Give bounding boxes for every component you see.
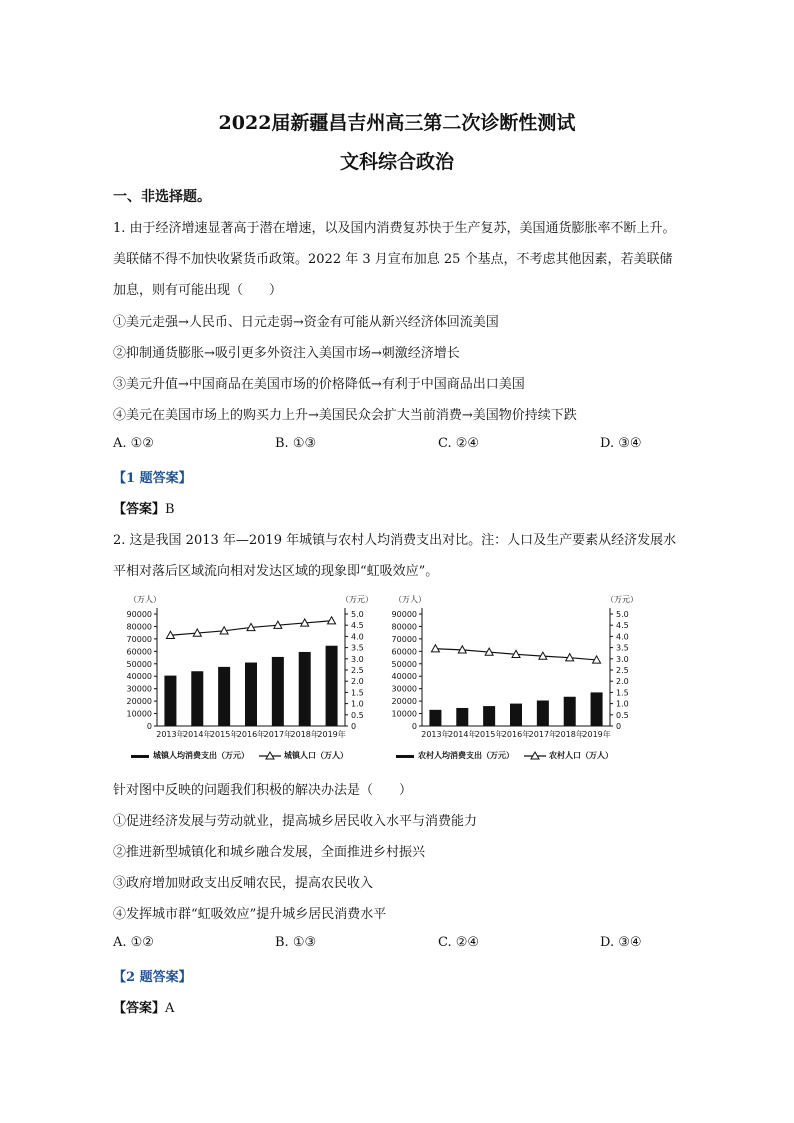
- right-tick-label: 3.0: [616, 654, 629, 664]
- q1-answer-tag-text: 【1 题答案】: [113, 471, 192, 486]
- urban-chart-svg: [113, 592, 398, 770]
- q1-statement: ①美元走强→人民币、日元走弱→资金有可能从新兴经济体回流美国: [113, 315, 499, 330]
- left-tick-label: 30000: [126, 684, 152, 694]
- left-tick-label: 10000: [126, 709, 152, 719]
- legend-line-label: 农村人口（万人）: [549, 751, 613, 760]
- left-tick-label: 60000: [126, 647, 152, 657]
- left-tick-label: 0: [411, 722, 417, 731]
- bar: [429, 710, 441, 726]
- urban-chart: [113, 592, 398, 770]
- right-tick-label: 2.0: [616, 677, 629, 687]
- left-tick-label: 70000: [391, 634, 417, 644]
- x-tick-label: 2014年: [183, 730, 212, 739]
- q1-answer: [113, 498, 175, 517]
- right-tick-label: 4.0: [616, 632, 629, 642]
- right-axis-title: （万元）: [606, 595, 638, 604]
- q2-answer-value: A: [165, 1001, 175, 1016]
- q2-statement: ②推进新型城镇化和城乡融合发展，全面推进乡村振兴: [113, 845, 426, 860]
- legend-bar-swatch: [131, 755, 149, 758]
- left-tick-label: 0: [146, 722, 152, 731]
- left-tick-label: 50000: [391, 659, 417, 669]
- right-tick-label: 0.5: [616, 710, 629, 720]
- x-tick-label: 2018年: [290, 730, 319, 739]
- right-tick-label: 2.0: [351, 677, 364, 687]
- right-tick-label: 1.0: [351, 699, 364, 709]
- bar: [245, 663, 257, 726]
- section-heading: 一、非选择题。: [113, 189, 211, 205]
- bar: [564, 697, 576, 726]
- q1-option-a[interactable]: A. ①②: [113, 436, 154, 451]
- right-tick-label: 0.5: [351, 710, 364, 720]
- right-tick-label: 1.5: [351, 688, 364, 698]
- x-tick-label: 2019年: [317, 730, 346, 739]
- right-tick-label: 2.5: [351, 666, 364, 675]
- bar: [510, 704, 522, 726]
- legend-bar-label: 农村人均消费支出（万元）: [418, 751, 514, 760]
- q2-stem-line: 2. 这是我国 2013 年—2019 年城镇与农村人均消费支出对比。注：人口及生产要素从经济发展水: [113, 533, 677, 548]
- q1-statement: ③美元升值→中国商品在美国市场的价格降低→有利于中国商品出口美国: [113, 377, 525, 392]
- left-axis-title: （万人）: [394, 595, 426, 604]
- x-tick-label: 2017年: [263, 730, 293, 739]
- q2-option-c[interactable]: C. ②④: [438, 935, 480, 950]
- right-tick-label: 0: [351, 722, 357, 731]
- x-tick-label: 2018年: [555, 730, 584, 739]
- left-tick-label: 20000: [391, 697, 417, 707]
- document-subtitle: 文科综合政治: [339, 151, 454, 173]
- x-tick-label: 2014年: [448, 730, 477, 739]
- bar: [456, 708, 468, 726]
- right-tick-label: 5.0: [351, 610, 364, 619]
- legend-line-label: 城镇人口（万人）: [284, 751, 348, 760]
- q1-option-b[interactable]: B. ①③: [275, 436, 317, 451]
- q1-statement: ②抑制通货膨胀→吸引更多外资注入美国市场→刺激经济增长: [113, 346, 460, 361]
- q1-statement: ④美元在美国市场上的购买力上升→美国民众会扩大当前消费→美国物价持续下跌: [113, 408, 577, 423]
- right-tick-label: 1.0: [616, 699, 629, 709]
- q2-option-a[interactable]: A. ①②: [113, 935, 154, 950]
- right-axis-title: （万元）: [341, 595, 373, 604]
- left-tick-label: 80000: [391, 622, 417, 632]
- bar: [591, 692, 603, 726]
- x-tick-label: 2015年: [474, 730, 504, 739]
- bar: [483, 706, 495, 726]
- right-tick-label: 1.5: [616, 688, 629, 698]
- left-tick-label: 30000: [391, 684, 417, 694]
- x-tick-label: 2016年: [501, 730, 531, 739]
- line-point: [328, 617, 336, 624]
- right-tick-label: 0: [616, 722, 622, 731]
- q1-answer-value: B: [165, 502, 175, 517]
- right-tick-label: 3.5: [351, 643, 364, 653]
- bar: [164, 676, 176, 726]
- q2-answer-tag-text: 【2 题答案】: [113, 970, 192, 985]
- x-tick-label: 2017年: [528, 730, 558, 739]
- x-tick-label: 2019年: [582, 730, 611, 739]
- left-tick-label: 40000: [126, 672, 152, 682]
- legend-bar-label: 城镇人均消费支出（万元）: [153, 751, 249, 760]
- bar: [299, 652, 311, 726]
- x-tick-label: 2016年: [236, 730, 266, 739]
- q2-stem-line: 平相对落后区域流向相对发达区域的现象即“虹吸效应”。: [113, 564, 439, 579]
- bar: [537, 700, 549, 726]
- right-tick-label: 4.0: [351, 632, 364, 642]
- bar: [272, 657, 284, 726]
- right-tick-label: 3.5: [616, 643, 629, 653]
- q2-statement: ③政府增加财政支出反哺农民，提高农民收入: [113, 876, 374, 891]
- q2-statement: ①促进经济发展与劳动就业，提高城乡居民收入水平与消费能力: [113, 814, 478, 829]
- q2-statement: ④发挥城市群“虹吸效应”提升城乡居民消费水平: [113, 907, 387, 922]
- left-axis-title: （万人）: [129, 595, 161, 604]
- bar: [218, 667, 230, 726]
- q1-option-d[interactable]: D. ③④: [600, 436, 642, 451]
- left-tick-label: 20000: [126, 697, 152, 707]
- q1-answer-tag: [113, 467, 192, 486]
- rural-chart: [378, 592, 663, 770]
- q1-stem-line: 加息，则有可能出现（ ）: [113, 283, 283, 298]
- left-tick-label: 60000: [391, 647, 417, 657]
- q1-stem-line: 美联储不得不加快收紧货币政策。2022 年 3 月宣布加息 25 个基点，不考虑其他因素，若美联储: [113, 252, 673, 267]
- x-tick-label: 2013年: [421, 730, 450, 739]
- right-tick-label: 2.5: [616, 666, 629, 675]
- left-tick-label: 90000: [391, 610, 417, 619]
- q2-question: 针对图中反映的问题我们积极的解决办法是（ ）: [113, 783, 413, 798]
- q2-answer-tag: [113, 966, 192, 985]
- q2-option-b[interactable]: B. ①③: [275, 935, 317, 950]
- x-tick-label: 2015年: [209, 730, 239, 739]
- left-tick-label: 70000: [126, 634, 152, 644]
- bar: [326, 646, 338, 726]
- left-tick-label: 40000: [391, 672, 417, 682]
- left-tick-label: 80000: [126, 622, 152, 632]
- q1-answer-label: 【答案】: [113, 502, 166, 517]
- x-tick-label: 2013年: [156, 730, 185, 739]
- q2-option-d[interactable]: D. ③④: [600, 935, 642, 950]
- left-tick-label: 50000: [126, 659, 152, 669]
- legend-bar-swatch: [396, 755, 414, 758]
- rural-chart-svg: [378, 592, 663, 770]
- q1-option-c[interactable]: C. ②④: [438, 436, 480, 451]
- right-tick-label: 4.5: [351, 621, 364, 631]
- q1-stem-line: 1. 由于经济增速显著高于潜在增速，以及国内消费复苏快于生产复苏，美国通货膨胀率不断上升。: [113, 221, 676, 236]
- bar: [191, 671, 203, 726]
- q2-answer-label: 【答案】: [113, 1001, 166, 1016]
- document-title: 2022届新疆昌吉州高三第二次诊断性测试: [218, 112, 576, 134]
- q2-answer: [113, 997, 174, 1016]
- right-tick-label: 3.0: [351, 654, 364, 664]
- right-tick-label: 5.0: [616, 610, 629, 619]
- right-tick-label: 4.5: [616, 621, 629, 631]
- left-tick-label: 90000: [126, 610, 152, 619]
- left-tick-label: 10000: [391, 709, 417, 719]
